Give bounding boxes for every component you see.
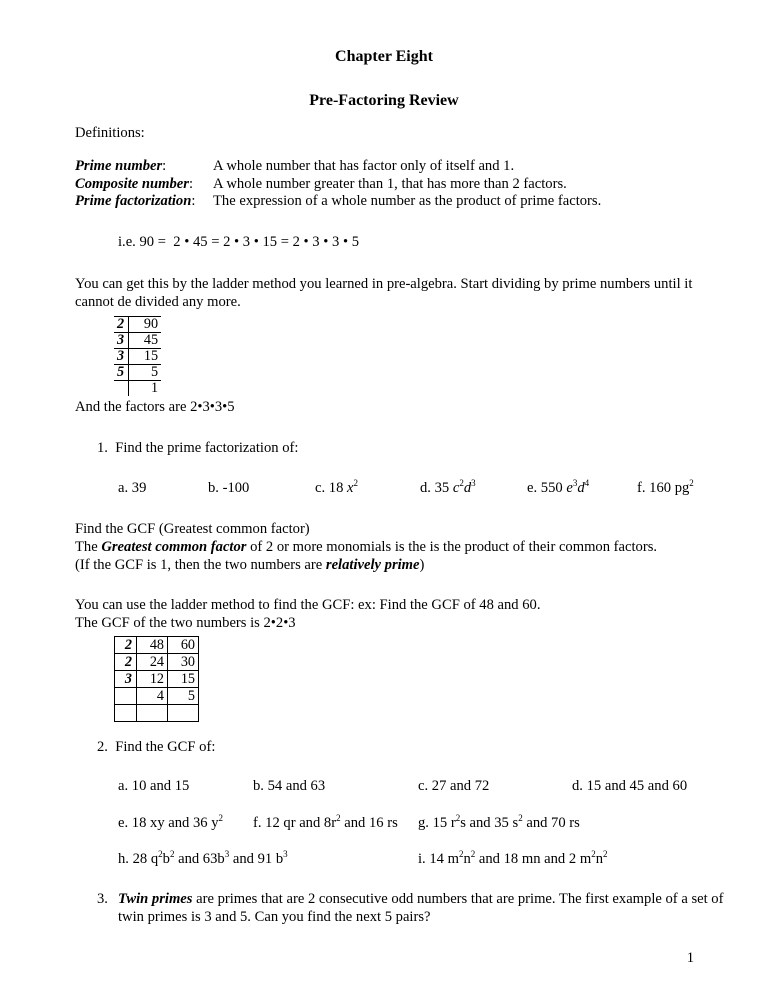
gcf-heading: Find the GCF (Greatest common factor) <box>75 521 310 537</box>
chapter-title: Chapter Eight <box>335 48 433 65</box>
question-1-prompt: 1. Find the prime factorization of: <box>97 440 299 456</box>
question-3-text-1: are primes that are 2 consecutive odd numbers that are prime. The first example of a set of <box>192 891 724 907</box>
ladder-value: 90 <box>129 317 162 333</box>
ladder-value: 24 <box>137 654 168 671</box>
definition-term: Prime number <box>75 158 163 174</box>
ladder-row <box>115 654 199 671</box>
ladder-value: 60 <box>168 637 199 654</box>
q2-item-d: d. 15 and 45 and 60 <box>572 778 688 794</box>
q2-item-i: i. 14 $m^2n^2$ and 18 mn and 2 $m^2n^2$ <box>418 849 608 867</box>
page-number: 1 <box>686 950 694 966</box>
question-3-line-2: twin primes is 3 and 5. Can you find the next 5 pairs? <box>118 909 431 925</box>
ladder-row <box>115 705 199 722</box>
gcf-ladder-48-60 <box>114 636 199 722</box>
twin-primes-term: Twin primes <box>118 891 193 907</box>
ladder-divisor <box>115 705 137 722</box>
ladder-row <box>115 637 199 654</box>
q1-item-d-prefix: d. 35 <box>420 480 453 496</box>
ladder-divisor: 5 <box>114 364 129 380</box>
q2-item-i-mid2: and 18 mn and 2 m <box>475 851 592 867</box>
ladder-divisor: 2 <box>114 317 129 333</box>
ladder-row <box>114 348 161 364</box>
q2-item-f: f. 12 qr and $8r^2$ and 16 rs <box>253 813 398 831</box>
q2-item-e: e. 18 xy and 36 $y^2$ <box>118 813 224 831</box>
ladder-intro-line-2: cannot de divided any more. <box>75 294 241 310</box>
ladder-value: 15 <box>129 348 162 364</box>
section-title: Pre-Factoring Review <box>309 92 459 109</box>
q2-item-b: b. 54 and 63 <box>253 778 326 794</box>
question-3-line-1 <box>118 891 723 908</box>
q2-item-i-mid: n <box>463 851 471 867</box>
factors-line: And the factors are 2•3•3•5 <box>75 399 235 415</box>
ladder-intro-line-1: You can get this by the ladder method you learned in pre-algebra. Start dividing by prime numbers until it <box>75 276 693 292</box>
ladder-value: 15 <box>168 671 199 688</box>
ladder-value: 12 <box>137 671 168 688</box>
gcf-note-pre: (If the GCF is 1, then the two numbers are <box>75 557 326 573</box>
definition-term: Composite number <box>75 176 189 192</box>
q2-item-h-pre: h. 28 q <box>118 851 159 867</box>
ladder-value: 5 <box>168 688 199 705</box>
q2-item-f-pre: f. 12 qr and 8r <box>253 815 337 831</box>
gcf-definition-pre: The <box>75 539 102 555</box>
gcf-result: The GCF of the two numbers is 2•2•3 <box>75 615 296 631</box>
ladder-value: 30 <box>168 654 199 671</box>
q1-item-d: d. 35 $c^2d^3$ <box>420 478 476 496</box>
q2-item-f-post: and 16 rs <box>340 815 398 831</box>
ladder-divisor: 3 <box>114 348 129 364</box>
q1-item-e: e. 550 $e^3d^4$ <box>527 478 590 496</box>
ladder-value <box>168 705 199 722</box>
ladder-row <box>115 671 199 688</box>
ladder-row <box>114 364 161 380</box>
example-line: i.e. 90 = 2 • 45 = 2 • 3 • 15 = 2 • 3 • 3 • 5 <box>118 234 360 250</box>
gcf-note <box>75 557 424 574</box>
q2-item-h-mid: b <box>162 851 170 867</box>
prime-ladder-90 <box>114 316 161 396</box>
q2-item-h-post: and 91 b <box>229 851 284 867</box>
q2-item-g-mid: s and 35 s <box>460 815 519 831</box>
gcf-note-post: ) <box>419 557 425 573</box>
ladder-row <box>114 332 161 348</box>
q2-item-h-mid2: and 63b <box>174 851 225 867</box>
q1-item-c: c. 18 $x^2$ <box>315 478 359 496</box>
ladder-value <box>137 705 168 722</box>
ladder-divisor: 3 <box>115 671 137 688</box>
definition-text: A whole number greater than 1, that has more than 2 factors. <box>213 176 567 192</box>
definition-text: The expression of a whole number as the product of prime factors. <box>213 193 602 209</box>
question-3-number: 3. <box>97 891 108 907</box>
q2-item-c: c. 27 and 72 <box>418 778 490 794</box>
gcf-definition-post: of 2 or more monomials is the is the product of their common factors. <box>246 539 658 555</box>
q1-item-e-prefix: e. 550 <box>527 480 567 496</box>
definition-prime: Prime number: <box>75 158 167 174</box>
q2-item-e-text: e. 18 xy and 36 y <box>118 815 219 831</box>
ladder-value: 48 <box>137 637 168 654</box>
question-2-prompt: 2. Find the GCF of: <box>97 739 216 755</box>
ladder-value: 4 <box>137 688 168 705</box>
ladder-divisor: 2 <box>115 637 137 654</box>
q1-item-c-prefix: c. 18 <box>315 480 348 496</box>
ladder-value: 5 <box>129 364 162 380</box>
ladder-row <box>114 380 161 395</box>
ladder-divisor: 2 <box>115 654 137 671</box>
q2-item-g: g. 15 $r^2s$ and 35 $s^2$ and 70 rs <box>418 813 580 831</box>
q1-item-a: a. 39 <box>118 480 147 496</box>
q2-item-g-pre: g. 15 r <box>418 815 456 831</box>
q1-item-f-text: f. 160 pg <box>637 480 690 496</box>
ladder-divisor <box>114 380 129 395</box>
definitions-label: Definitions: <box>75 125 145 141</box>
ladder-value: 45 <box>129 332 162 348</box>
q1-item-f: f. 160 $pg^2$ <box>637 478 694 496</box>
gcf-definition <box>75 539 657 556</box>
ladder-row <box>115 688 199 705</box>
ladder-value: 1 <box>129 380 162 395</box>
relatively-prime-term: relatively prime <box>325 557 420 573</box>
definition-composite: Composite number: <box>75 176 193 192</box>
ladder-divisor: 3 <box>114 332 129 348</box>
q2-item-i-pre: i. 14 m <box>418 851 459 867</box>
q2-item-h: h. 28 $q^2b^2$ and $63b^3$ and 91 $b^3$ <box>118 849 288 867</box>
ladder-divisor <box>115 688 137 705</box>
gcf-ladder-intro: You can use the ladder method to find the GCF: ex: Find the GCF of 48 and 60. <box>75 597 541 613</box>
q2-item-a: a. 10 and 15 <box>118 778 190 794</box>
definition-term: Prime factorization <box>75 193 192 209</box>
definition-factorization: Prime factorization: <box>75 193 196 209</box>
definition-text: A whole number that has factor only of itself and 1. <box>213 158 515 174</box>
q2-item-i-mid3: n <box>595 851 603 867</box>
gcf-term: Greatest common factor <box>101 539 247 555</box>
q1-item-b: b. -100 <box>208 480 250 496</box>
q2-item-g-post: and 70 rs <box>522 815 580 831</box>
ladder-row <box>114 317 161 333</box>
